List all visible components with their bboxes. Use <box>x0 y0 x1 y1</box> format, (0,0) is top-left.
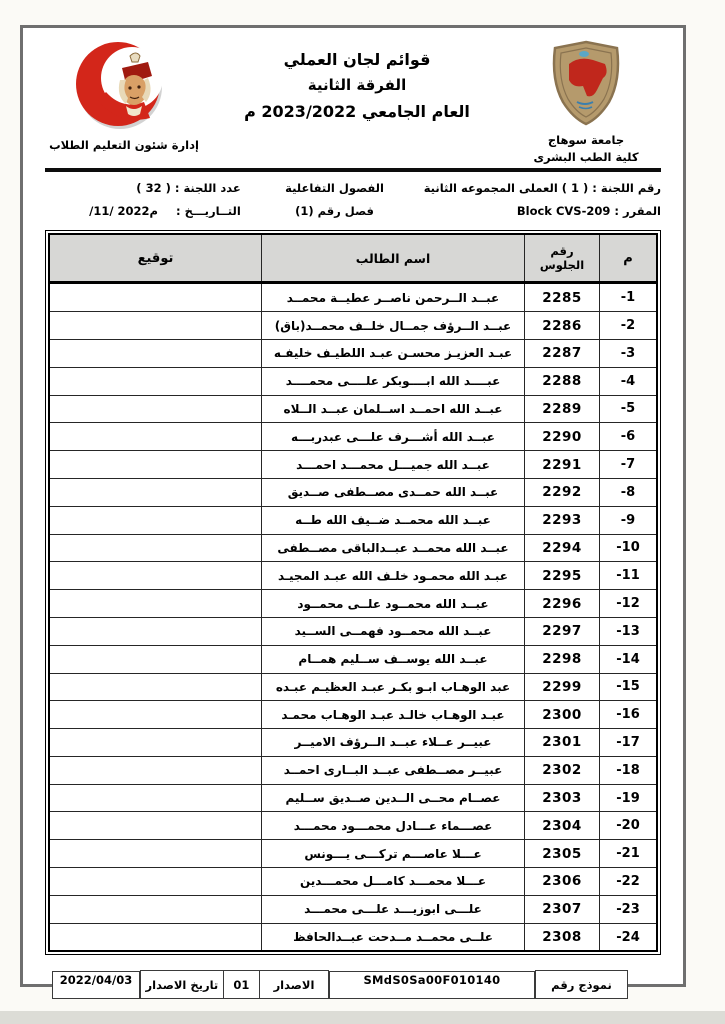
cell-signature-empty <box>49 312 262 340</box>
col-header-seat <box>525 234 600 283</box>
university-shield-logo-block <box>511 40 661 165</box>
page-frame <box>20 25 686 992</box>
cell-row-number: -14 <box>600 645 658 673</box>
table-row <box>49 283 657 312</box>
cell-seat-number: 2294 <box>525 534 600 562</box>
cell-student-name: عبــد الله محمــد ضــيف الله طــه <box>262 506 525 534</box>
committee-course-info <box>402 177 661 223</box>
university-caption <box>511 132 661 165</box>
cell-student-name: عبــد الله يوســف ســليم همــام <box>262 645 525 673</box>
cell-signature-empty <box>49 617 262 645</box>
cell-row-number: -17 <box>600 729 658 757</box>
faculty-crescent-logo-icon <box>60 40 188 132</box>
table-row <box>49 812 657 840</box>
cell-signature-empty <box>49 673 262 701</box>
form-footer-table <box>52 970 628 999</box>
form-footer-row <box>52 971 628 999</box>
table-row <box>49 701 657 729</box>
cell-row-number: -8 <box>600 478 658 506</box>
cell-signature-empty <box>49 339 262 367</box>
cell-student-name: عـــلا عاصـــم تركـــى يـــونس <box>262 840 525 868</box>
table-row <box>49 617 657 645</box>
cell-student-name: عبــد الله محمــود علــى محمــود <box>262 590 525 618</box>
cell-row-number: -6 <box>600 423 658 451</box>
issue-label: الاصدار <box>260 971 329 999</box>
students-table-body <box>49 283 657 952</box>
cell-signature-empty <box>49 590 262 618</box>
table-row <box>49 895 657 923</box>
cell-row-number: -18 <box>600 756 658 784</box>
cell-row-number: -16 <box>600 701 658 729</box>
seat-header-line1: رقم <box>550 243 574 258</box>
class-info <box>267 177 403 223</box>
university-name: جامعة سوهاج <box>547 133 625 147</box>
title-line-1: قوائم لجان العملي <box>283 50 431 69</box>
cell-seat-number: 2296 <box>525 590 600 618</box>
table-row <box>49 923 657 951</box>
cell-student-name: عبــد الله حمــدى مصــطفى صــديق <box>262 478 525 506</box>
cell-signature-empty <box>49 367 262 395</box>
cell-signature-empty <box>49 784 262 812</box>
cell-signature-empty <box>49 645 262 673</box>
date-line <box>45 200 241 223</box>
cell-seat-number: 2297 <box>525 617 600 645</box>
col-header-student-name: اسم الطالب <box>262 234 525 283</box>
cell-row-number: -15 <box>600 673 658 701</box>
cell-signature-empty <box>49 451 262 479</box>
col-header-signature: توقيع <box>49 234 262 283</box>
course-line <box>402 200 661 223</box>
cell-seat-number: 2299 <box>525 673 600 701</box>
cell-student-name: عبــد الله محمــد عبــدالباقى مصــطفى <box>262 534 525 562</box>
cell-signature-empty <box>49 478 262 506</box>
cell-student-name: علــى محمــد مــدحت عبــدالحافظ <box>262 923 525 951</box>
header-row <box>49 234 657 283</box>
cell-student-name: عبــد الله محمــود فهمــى الســيد <box>262 617 525 645</box>
table-row <box>49 729 657 757</box>
scan-bottom-shadow <box>0 1011 725 1024</box>
cell-student-name: عبــد الله أشـــرف علـــى عبدربـــه <box>262 423 525 451</box>
document-header <box>45 40 661 165</box>
cell-row-number: -5 <box>600 395 658 423</box>
count-date-info <box>45 177 267 223</box>
cell-student-name: عبيــر عــلاء عبــد الــرؤف الاميــر <box>262 729 525 757</box>
cell-student-name: علـــى ابوزيـــد علـــى محمـــد <box>262 895 525 923</box>
cell-signature-empty <box>49 868 262 896</box>
cell-seat-number: 2301 <box>525 729 600 757</box>
course-label: المقرر : <box>614 204 661 219</box>
issue-number: 01 <box>223 971 259 999</box>
cell-row-number: -1 <box>600 283 658 312</box>
table-row <box>49 423 657 451</box>
title-line-2: الفرقة الثانية <box>307 76 407 94</box>
cell-student-name: عبـد العزيـز محسـن عبـد اللطيـف خليفـه <box>262 339 525 367</box>
cell-signature-empty <box>49 283 262 312</box>
table-row <box>49 840 657 868</box>
table-row <box>49 562 657 590</box>
form-number-label: نموذج رقم <box>535 971 627 999</box>
committee-count: عدد اللجنة : ( 32 ) <box>136 181 241 196</box>
committee-number: رقم اللجنة : ( 1 ) العملى المجموعه الثانية <box>423 181 661 196</box>
cell-row-number: -23 <box>600 895 658 923</box>
students-table-border <box>45 230 661 955</box>
seat-header-line2: الجلوس <box>539 258 585 273</box>
header-divider <box>45 168 661 172</box>
cell-seat-number: 2302 <box>525 756 600 784</box>
table-row <box>49 784 657 812</box>
cell-row-number: -7 <box>600 451 658 479</box>
cell-student-name: عبيــر مصــطفى عبــد البــارى احمــد <box>262 756 525 784</box>
cell-row-number: -24 <box>600 923 658 951</box>
date-label: التــاريـــخ : <box>176 204 241 219</box>
cell-student-name: عبــد الــرحمن ناصــر عطيــة محمــد <box>262 283 525 312</box>
table-row <box>49 756 657 784</box>
cell-row-number: -21 <box>600 840 658 868</box>
cell-seat-number: 2308 <box>525 923 600 951</box>
cell-signature-empty <box>49 534 262 562</box>
cell-seat-number: 2291 <box>525 451 600 479</box>
cell-student-name: عـــلا محمـــد كامـــل محمـــدين <box>262 868 525 896</box>
cell-seat-number: 2287 <box>525 339 600 367</box>
table-row <box>49 506 657 534</box>
cell-signature-empty <box>49 701 262 729</box>
table-row <box>49 645 657 673</box>
title-line-3: العام الجامعي 2023/2022 م <box>244 102 470 121</box>
issue-date: 2022/04/03 <box>52 971 140 999</box>
cell-seat-number: 2286 <box>525 312 600 340</box>
cell-student-name: عبــد الله جميـــل محمـــد احمـــد <box>262 451 525 479</box>
cell-row-number: -12 <box>600 590 658 618</box>
cell-signature-empty <box>49 395 262 423</box>
cell-row-number: -20 <box>600 812 658 840</box>
cell-seat-number: 2289 <box>525 395 600 423</box>
cell-student-name: عبـد الوهـاب خالـد عبـد الوهـاب محمـد <box>262 701 525 729</box>
cell-seat-number: 2305 <box>525 840 600 868</box>
cell-row-number: -9 <box>600 506 658 534</box>
date-value: /11/ 2022م <box>89 204 158 219</box>
university-shield-logo-icon <box>547 40 625 126</box>
cell-signature-empty <box>49 923 262 951</box>
cell-signature-empty <box>49 840 262 868</box>
class-number: فصل رقم (1) <box>295 204 374 219</box>
cell-student-name: عبــــد الله ابــــوبكر علــــى محمــــد <box>262 367 525 395</box>
cell-signature-empty <box>49 812 262 840</box>
cell-seat-number: 2300 <box>525 701 600 729</box>
cell-signature-empty <box>49 756 262 784</box>
cell-seat-number: 2306 <box>525 868 600 896</box>
table-row <box>49 395 657 423</box>
cell-row-number: -11 <box>600 562 658 590</box>
students-table <box>48 233 658 952</box>
cell-seat-number: 2304 <box>525 812 600 840</box>
table-row <box>49 534 657 562</box>
table-row <box>49 478 657 506</box>
cell-row-number: -4 <box>600 367 658 395</box>
cell-seat-number: 2288 <box>525 367 600 395</box>
cell-row-number: -22 <box>600 868 658 896</box>
cell-signature-empty <box>49 506 262 534</box>
form-code: SMdS0Sa00F010140 <box>329 971 535 999</box>
cell-row-number: -10 <box>600 534 658 562</box>
interactive-classes-label: الفصول التفاعلية <box>285 181 384 196</box>
table-row <box>49 367 657 395</box>
table-row <box>49 673 657 701</box>
exam-info-block <box>45 177 661 223</box>
cell-student-name: عبـد الله محمـود خلـف الله عبـد المجيـد <box>262 562 525 590</box>
cell-seat-number: 2285 <box>525 283 600 312</box>
cell-student-name: عصـــماء عـــادل محمـــود محمـــد <box>262 812 525 840</box>
cell-seat-number: 2293 <box>525 506 600 534</box>
student-affairs-caption: إدارة شئون التعليم الطلاب <box>49 138 199 152</box>
table-row <box>49 312 657 340</box>
document-title <box>203 40 511 121</box>
cell-seat-number: 2290 <box>525 423 600 451</box>
table-row <box>49 339 657 367</box>
cell-row-number: -3 <box>600 339 658 367</box>
cell-row-number: -2 <box>600 312 658 340</box>
cell-seat-number: 2298 <box>525 645 600 673</box>
cell-row-number: -19 <box>600 784 658 812</box>
form-footer <box>52 970 628 999</box>
cell-signature-empty <box>49 423 262 451</box>
cell-seat-number: 2303 <box>525 784 600 812</box>
table-row <box>49 590 657 618</box>
table-row <box>49 451 657 479</box>
cell-signature-empty <box>49 729 262 757</box>
students-table-header <box>49 234 657 283</box>
cell-student-name: عصــام محــى الــدين صــديق ســليم <box>262 784 525 812</box>
cell-student-name: عبــد الــرؤف جمــال خلــف محمــد(باق) <box>262 312 525 340</box>
table-row <box>49 868 657 896</box>
cell-student-name: عبــد الله احمــد اســلمان عبــد الــلاه <box>262 395 525 423</box>
faculty-name: كلية الطب البشرى <box>533 149 639 164</box>
faculty-crescent-logo-block <box>45 40 203 152</box>
cell-row-number: -13 <box>600 617 658 645</box>
cell-seat-number: 2292 <box>525 478 600 506</box>
cell-signature-empty <box>49 562 262 590</box>
cell-student-name: عبد الوهـاب ابـو بكـر عبـد العظيـم عبـده <box>262 673 525 701</box>
cell-seat-number: 2295 <box>525 562 600 590</box>
course-code: Block CVS-209 <box>516 204 611 219</box>
col-header-number: م <box>600 234 658 283</box>
issue-date-label: تاريخ الاصدار <box>141 971 224 999</box>
cell-seat-number: 2307 <box>525 895 600 923</box>
cell-signature-empty <box>49 895 262 923</box>
